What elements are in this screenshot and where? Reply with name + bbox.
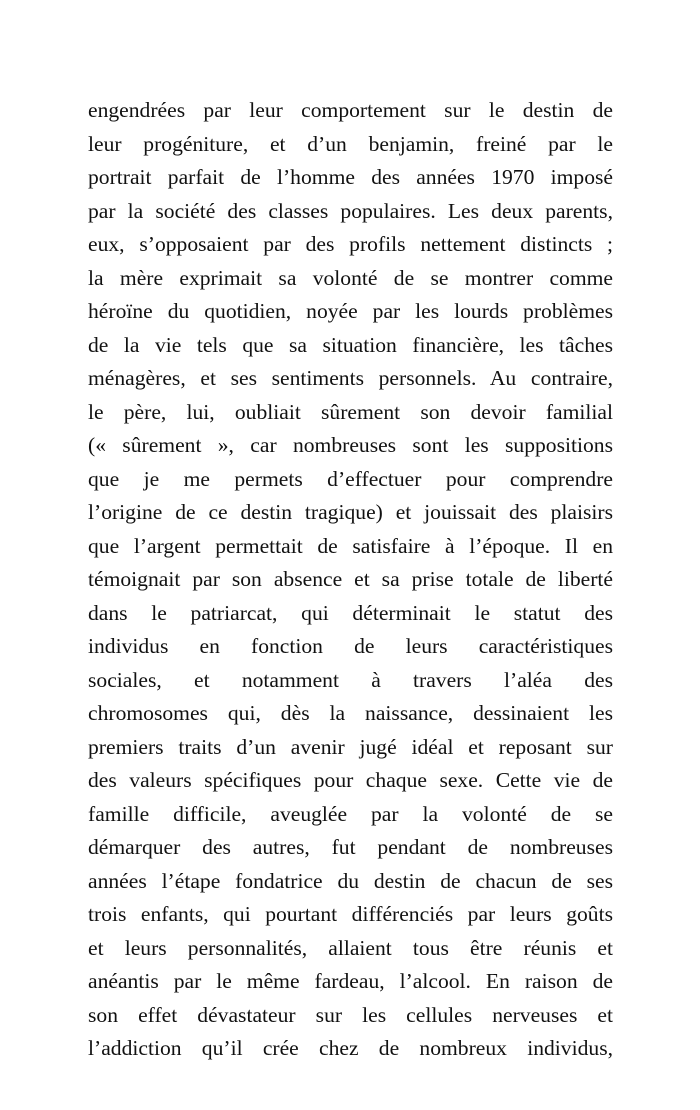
text-line: individus en fonction de leurs caractéristiques <box>88 634 613 658</box>
text-page <box>88 94 613 1066</box>
text-line: leur progéniture, et d’un benjamin, freiné par le <box>88 131 613 156</box>
text-line: le père, lui, oubliait sûrement son devoir familial <box>88 399 613 424</box>
text-line: héroïne du quotidien, noyée par les lourds problèmes <box>88 299 613 323</box>
text-line: engendrées par leur comportement sur le destin de <box>88 98 613 122</box>
text-line: l’addiction qu’il crée chez de nombreux individus, <box>88 1036 613 1060</box>
text-line: premiers traits d’un avenir jugé idéal et reposant sur <box>88 734 613 759</box>
text-line: et leurs personnalités, allaient tous être réunis et <box>88 935 613 960</box>
text-line: l’origine de ce destin tragique) et jouissait des plaisirs <box>88 500 613 524</box>
text-line: la mère exprimait sa volonté de se montrer comme <box>88 265 613 290</box>
text-line: ménagères, et ses sentiments personnels. Au contraire, <box>88 366 613 390</box>
text-line: son effet dévastateur sur les cellules nerveuses et <box>88 1002 613 1027</box>
text-line: témoignait par son absence et sa prise totale de liberté <box>88 567 613 591</box>
text-line: portrait parfait de l’homme des années 1970 imposé <box>88 165 613 189</box>
text-line: chromosomes qui, dès la naissance, dessinaient les <box>88 701 613 725</box>
text-line: trois enfants, qui pourtant différenciés par leurs goûts <box>88 902 613 926</box>
text-line: démarquer des autres, fut pendant de nombreuses <box>88 835 613 859</box>
text-line: sociales, et notamment à travers l’aléa des <box>88 667 613 692</box>
text-line: famille difficile, aveuglée par la volonté de se <box>88 801 613 826</box>
text-line: anéantis par le même fardeau, l’alcool. En raison de <box>88 969 613 993</box>
text-line: dans le patriarcat, qui déterminait le statut des <box>88 600 613 625</box>
text-line: eux, s’opposaient par des profils nettement distincts ; <box>88 232 613 256</box>
text-line: par la société des classes populaires. Les deux parents, <box>88 198 613 223</box>
text-line: années l’étape fondatrice du destin de chacun de ses <box>88 868 613 893</box>
text-line: que je me permets d’effectuer pour comprendre <box>88 466 613 491</box>
text-line: (« sûrement », car nombreuses sont les suppositions <box>88 433 613 457</box>
text-line: que l’argent permettait de satisfaire à l’époque. Il en <box>88 533 613 558</box>
text-line: des valeurs spécifiques pour chaque sexe. Cette vie de <box>88 768 613 792</box>
text-line: de la vie tels que sa situation financière, les tâches <box>88 332 613 357</box>
